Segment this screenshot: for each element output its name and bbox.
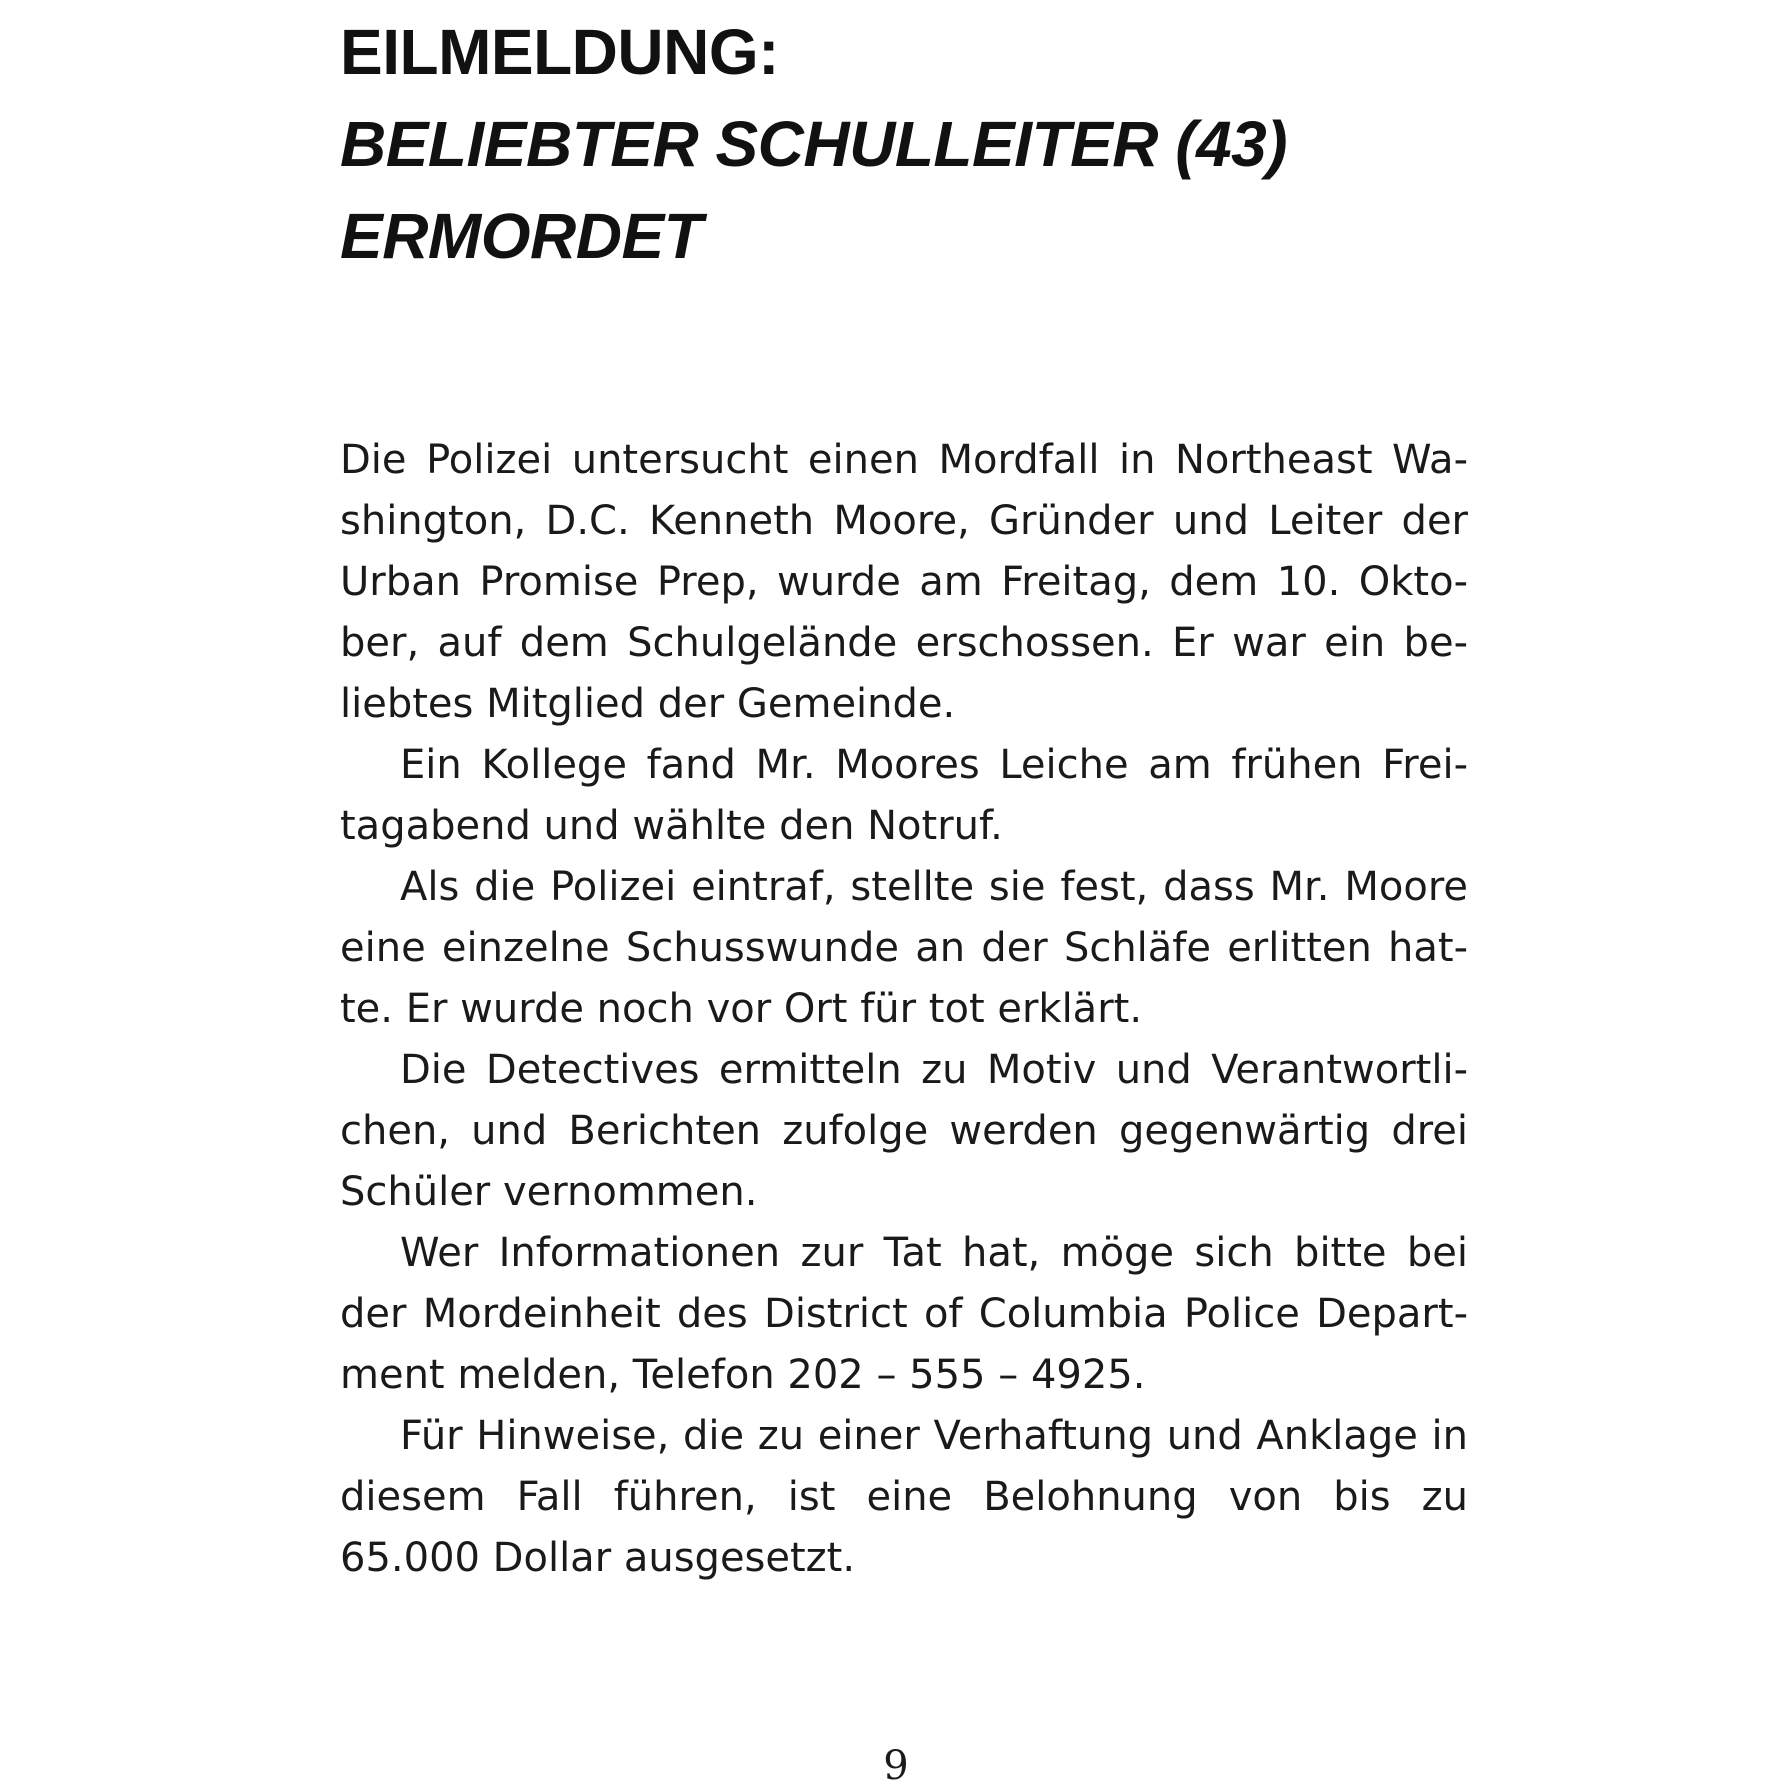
page-number: 9 (883, 1743, 909, 1789)
headline-line-ermordet: ERMORDET (340, 200, 703, 272)
article-paragraph: Die Detectives ermitteln zu Motiv und Verantwortlichen, und Berichten zufolge werden gegenwärtig drei Schüler vernommen. (340, 1047, 1468, 1215)
headline (340, 6, 1480, 282)
article-paragraph: Für Hinweise, die zu einer Verhaftung und Anklage in diesem Fall führen, ist eine Belohnung von bis zu 65.000 Dollar ausgesetzt. (340, 1413, 1468, 1581)
headline-line-schulleiter: BELIEBTER SCHULLEITER (43) (340, 108, 1288, 180)
article-paragraph: Die Polizei untersucht einen Mordfall in Northeast Washington, D.C. Kenneth Moore, Gründer und Leiter der Urban Promise Prep, wurde am Freitag, dem 10. Oktober, auf dem Schulgelände erschossen. Er war ein beliebtes Mitglied der Gemeinde. (340, 437, 1468, 727)
article-body (340, 430, 1468, 1589)
article-paragraph: Wer Informationen zur Tat hat, möge sich bitte bei der Mordeinheit des District of Columbia Police Department melden, Telefon 202 – 555 – 4925. (340, 1230, 1468, 1398)
article-paragraph: Als die Polizei eintraf, stellte sie fest, dass Mr. Moore eine einzelne Schusswunde an der Schläfe erlitten hatte. Er wurde noch vor Ort für tot erklärt. (340, 864, 1468, 1032)
article-paragraph: Ein Kollege fand Mr. Moores Leiche am frühen Freitagabend und wählte den Notruf. (340, 742, 1468, 849)
headline-line-eilmeldung: EILMELDUNG: (340, 16, 779, 88)
